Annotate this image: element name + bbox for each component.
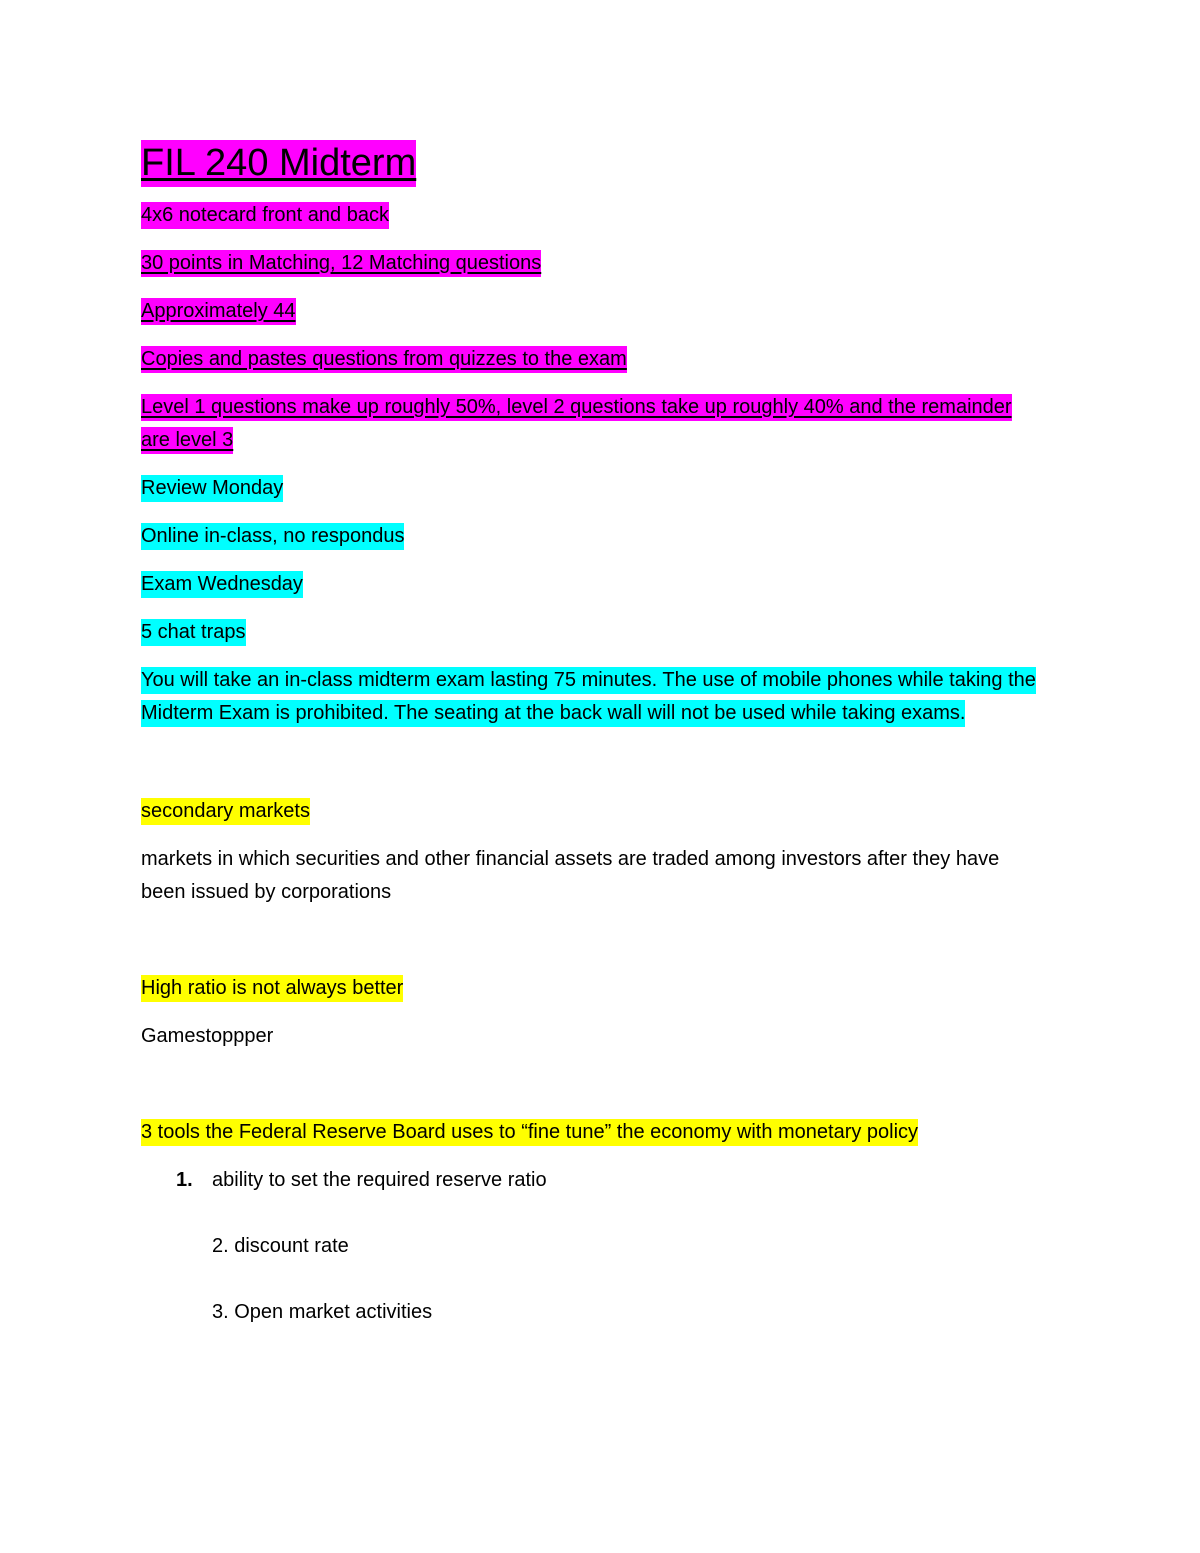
list-item [141,1296,1041,1329]
chat-traps-text: 5 chat traps [141,619,246,646]
copies-text: Copies and pastes questions from quizzes to the exam [141,346,627,373]
list-item [141,1164,1041,1197]
exam-day-text: Exam Wednesday [141,571,303,598]
exam-rules-note [141,664,1041,730]
list-item-text: 2. discount rate [212,1235,349,1257]
document-page [141,140,1041,1329]
online-note [141,520,1041,553]
levels-note [141,391,1041,457]
exam-rules-text: You will take an in-class midterm exam lasting 75 minutes. The use of mobile phones while taking the Midterm Exam is prohibited. The seating at the back wall will not be used while taking exams. [141,667,1036,727]
list-number: 1. [176,1169,193,1191]
section-body [141,843,1041,909]
document-title [141,140,1041,186]
chat-traps-note [141,616,1041,649]
online-text: Online in-class, no respondus [141,523,404,550]
title-text: FIL 240 Midterm [141,140,416,187]
spacer [141,1068,1041,1116]
high-ratio-heading: High ratio is not always better [141,975,403,1002]
list-item [141,1230,1041,1263]
spacer [141,745,1041,795]
notecard-text: 4x6 notecard front and back [141,202,389,229]
review-text: Review Monday [141,475,283,502]
matching-note [141,247,1041,280]
fed-tools-heading: 3 tools the Federal Reserve Board uses to “fine tune” the economy with monetary policy [141,1119,918,1146]
copies-note [141,343,1041,376]
section-heading [141,972,1041,1005]
section-body [141,1020,1041,1053]
notecard-note [141,199,1041,232]
approximate-count-text: Approximately 44 [141,298,296,325]
review-note [141,472,1041,505]
levels-text: Level 1 questions make up roughly 50%, level 2 questions take up roughly 40% and the remainder are level 3 [141,394,1012,454]
high-ratio-body: Gamestoppper [141,1025,274,1047]
matching-text: 30 points in Matching, 12 Matching questions [141,250,541,277]
section-heading [141,1116,1041,1149]
list-item-text: 3. Open market activities [212,1301,433,1323]
secondary-markets-definition: markets in which securities and other financial assets are traded among investors after they have been issued by corporations [141,848,1000,903]
exam-day-note [141,568,1041,601]
section-heading [141,795,1041,828]
secondary-markets-heading: secondary markets [141,798,310,825]
list-item-text: ability to set the required reserve ratio [212,1169,547,1191]
approximate-count-note [141,295,1041,328]
spacer [141,924,1041,972]
